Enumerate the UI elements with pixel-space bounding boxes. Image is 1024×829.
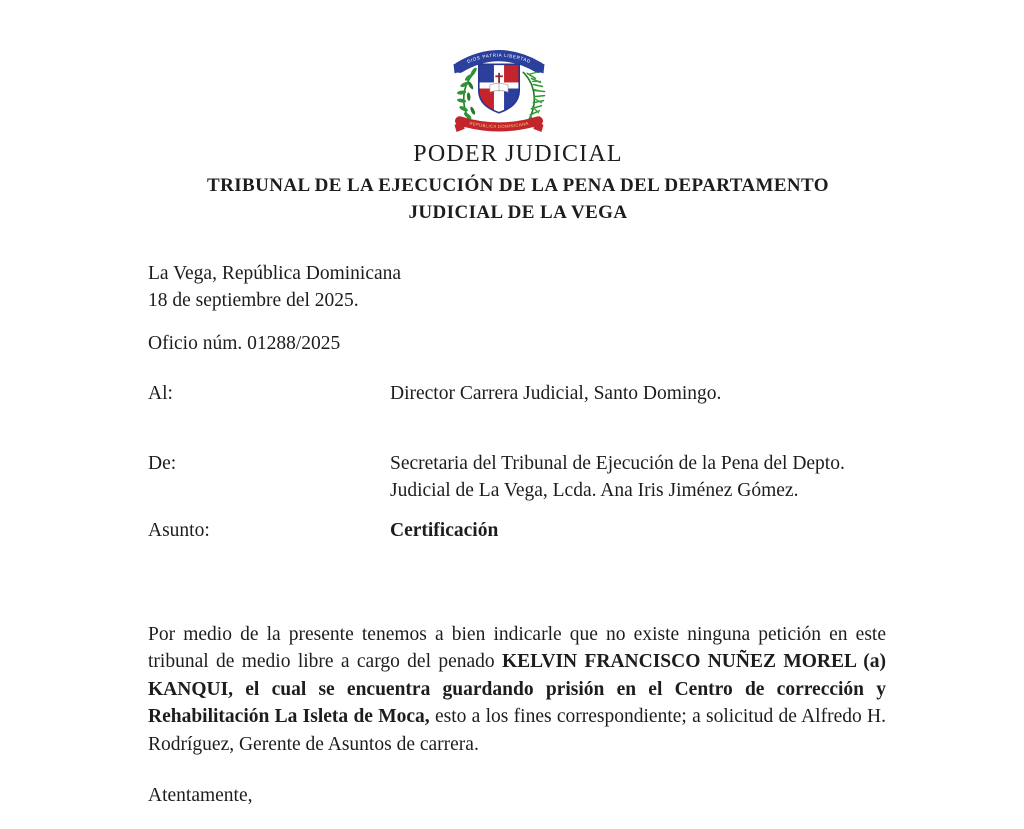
from-label: De: bbox=[148, 453, 177, 474]
emblem-country-text: REPÚBLICA DOMINICANA bbox=[468, 120, 530, 129]
closing-salutation: Atentamente, bbox=[148, 785, 253, 806]
from-value bbox=[390, 450, 890, 504]
to-label: Al: bbox=[148, 383, 173, 404]
dateline-date: 18 de septiembre del 2025. bbox=[148, 290, 359, 311]
dateline bbox=[148, 260, 888, 314]
from-value-line2: Judicial de La Vega, Lcda. Ana Iris Jiménez Gómez. bbox=[390, 480, 799, 501]
palm-branch-icon bbox=[523, 72, 544, 122]
institution-title: PODER JUDICIAL bbox=[413, 141, 623, 167]
emblem-motto-text: DIOS PATRIA LIBERTAD bbox=[466, 52, 532, 65]
body-run-2-bold: KELVIN FRANCISCO NUÑEZ MOREL (a) KANQUI, el cual se encuentra guardando prisión en el Centro de corrección y Rehabilitación La Isleta de Moca, bbox=[148, 651, 886, 727]
subject-label: Asunto: bbox=[148, 520, 210, 541]
body-paragraph bbox=[148, 621, 886, 759]
tribunal-title bbox=[148, 172, 888, 226]
dateline-place: La Vega, República Dominicana bbox=[148, 263, 402, 284]
field-row-to bbox=[148, 380, 890, 407]
tribunal-title-line1: TRIBUNAL DE LA EJECUCIÓN DE LA PENA DEL DEPARTAMENTO bbox=[207, 175, 829, 196]
to-value: Director Carrera Judicial, Santo Domingo. bbox=[390, 383, 722, 404]
tribunal-title-line2: JUDICIAL DE LA VEGA bbox=[408, 202, 628, 223]
from-value-line1: Secretaria del Tribunal de Ejecución de la Pena del Depto. bbox=[390, 453, 845, 474]
laurel-branch-icon bbox=[457, 67, 478, 121]
field-row-from bbox=[148, 450, 890, 504]
body-run-3: esto a los fines correspondiente; a solicitud de Alfredo H. Rodríguez, Gerente de Asuntos de carrera. bbox=[148, 706, 886, 755]
body-run-1: Por medio de la presente tenemos a bien indicarle que no existe ninguna petición en este tribunal de medio libre a cargo del penado bbox=[148, 623, 886, 672]
subject-value: Certificación bbox=[390, 520, 499, 541]
field-row-subject bbox=[148, 517, 890, 544]
coat-of-arms-icon bbox=[445, 40, 553, 135]
oficio-number: Oficio núm. 01288/2025 bbox=[148, 333, 341, 354]
